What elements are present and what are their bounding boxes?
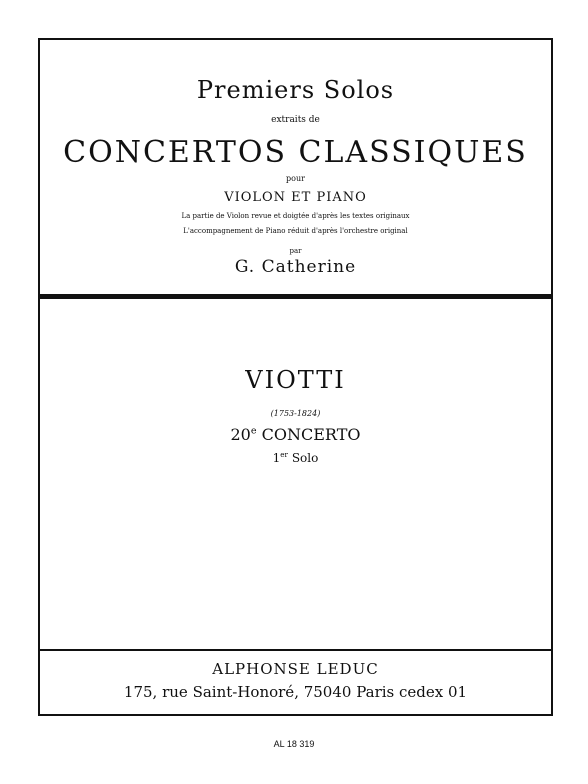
solo-label: Solo xyxy=(291,451,319,465)
instrumentation: VIOLON ET PIANO xyxy=(224,190,367,205)
concerto-number-suffix: e xyxy=(250,425,257,437)
concerto-title xyxy=(38,427,553,443)
solo-number-suffix: er xyxy=(280,450,288,459)
catalog-number: AL 18 319 xyxy=(273,739,315,749)
solo-number: 1 xyxy=(272,451,281,465)
composer-name: VIOTTI xyxy=(245,366,346,394)
header-divider xyxy=(38,294,553,299)
publisher-name: ALPHONSE LEDUC xyxy=(212,660,379,678)
piano-edition-note: L'accompagnement de Piano réduit d'après l'orchestre original xyxy=(183,227,408,235)
series-title: Premiers Solos xyxy=(196,76,395,104)
pour-label: pour xyxy=(286,174,305,183)
par-label: par xyxy=(289,247,302,255)
collection-title: CONCERTOS CLASSIQUES xyxy=(63,135,528,170)
extraits-label: extraits de xyxy=(271,115,320,125)
publisher-divider xyxy=(38,649,553,651)
concerto-label: CONCERTO xyxy=(261,425,361,444)
composer-dates: (1753-1824) xyxy=(270,409,321,418)
violin-edition-note: La partie de Violon revue et doigtée d'après les textes originaux xyxy=(181,212,410,220)
publisher-address: 175, rue Saint-Honoré, 75040 Paris cedex 01 xyxy=(123,683,468,701)
editor-name: G. Catherine xyxy=(234,257,357,277)
solo-title xyxy=(38,452,553,464)
concerto-number: 20 xyxy=(230,425,251,444)
